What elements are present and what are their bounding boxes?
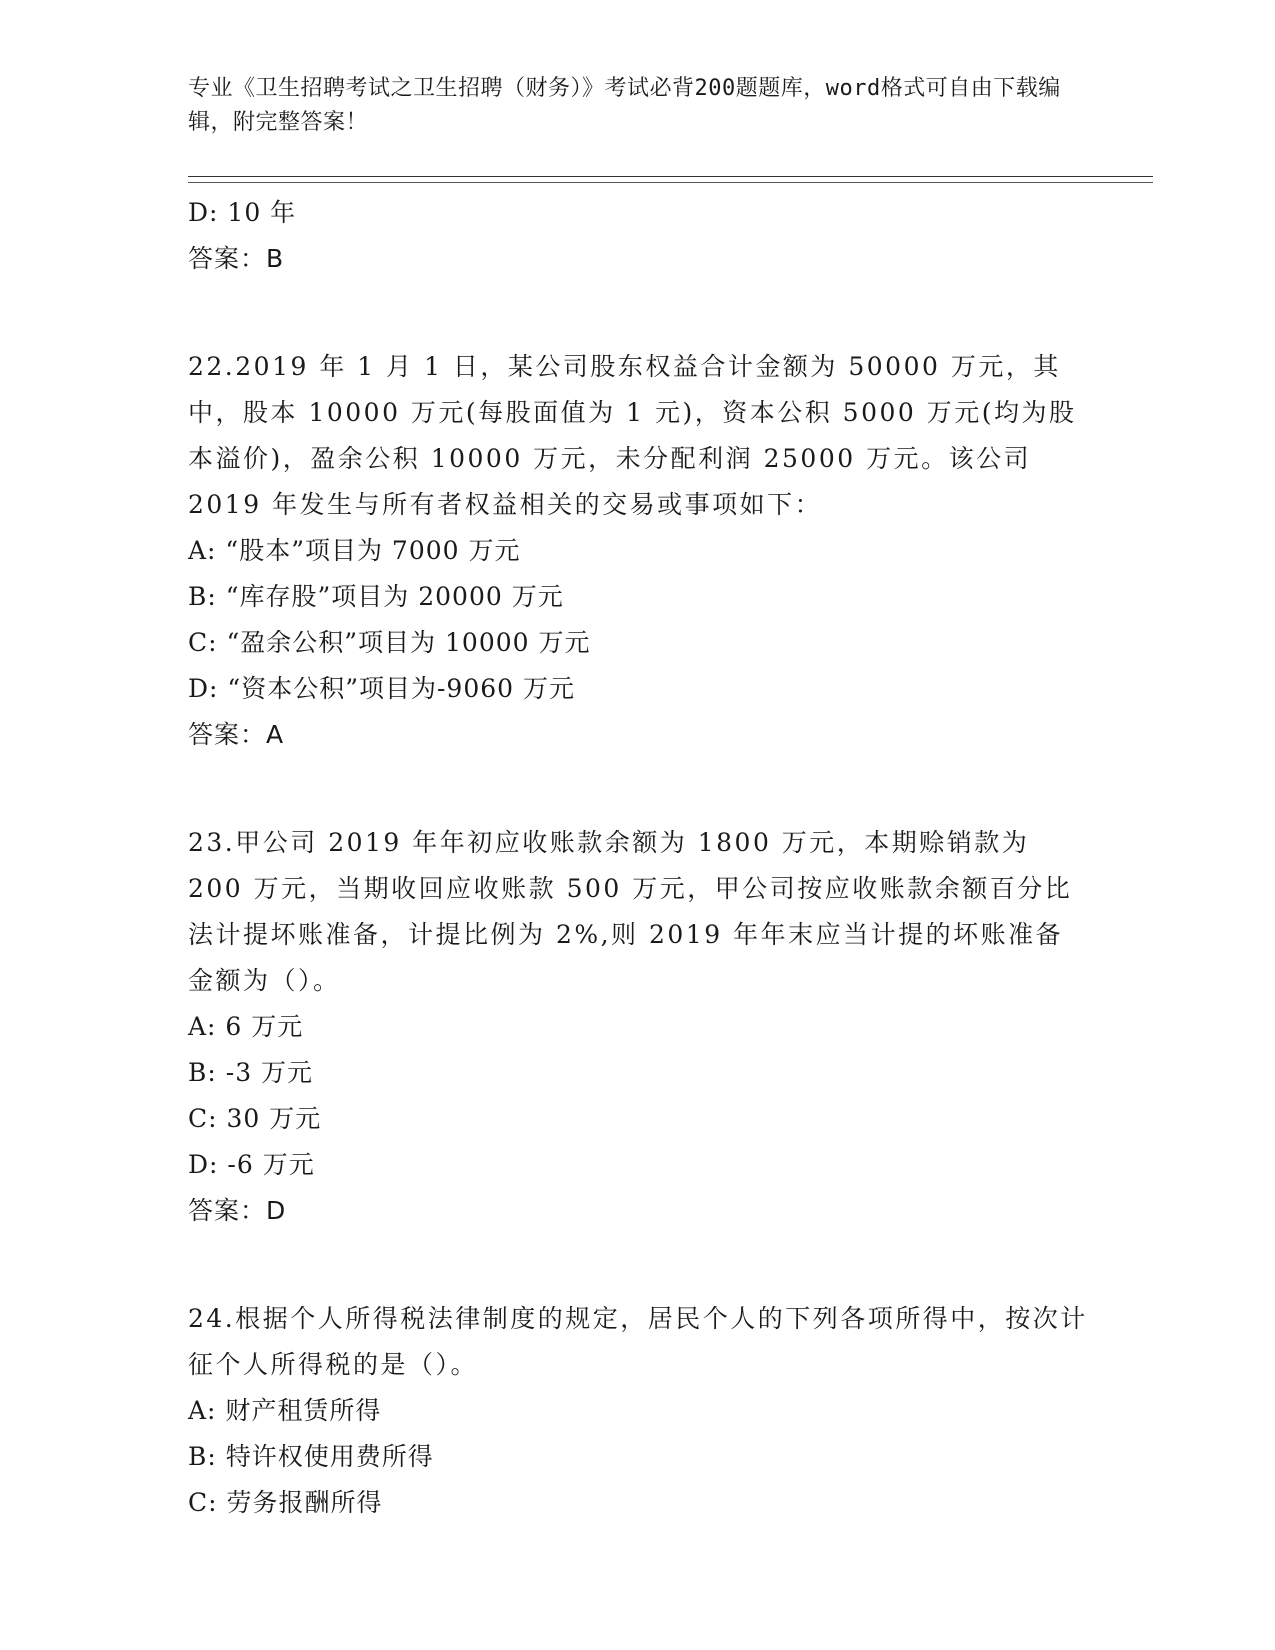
question-22-option-a: A: “股本”项目为 7000 万元 [188, 536, 521, 565]
question-23-option-d: D: -6 万元 [188, 1150, 315, 1179]
question-22-stem: 22.2019 年 1 月 1 日，某公司股东权益合计金额为 50000 万元，其中，股本 10000 万元(每股面值为 1 元)，资本公积 5000 万元(均为股本溢价)，盈余公积 10000 万元，未分配利润 25000 万元。该公司 2019 年发生与所有者权益相关的交易或事项如下： [188, 352, 1077, 519]
question-23-option-c: C: 30 万元 [188, 1104, 322, 1133]
question-22-option-d: D: “资本公积”项目为-9060 万元 [188, 674, 575, 703]
header-divider-thin [188, 182, 1153, 183]
question-24-option-a: A: 财产租赁所得 [188, 1396, 382, 1425]
question-22-option-c: C: “盈余公积”项目为 10000 万元 [188, 628, 591, 657]
question-23-stem: 23.甲公司 2019 年年初应收账款余额为 1800 万元，本期赊销款为 200 万元，当期收回应收账款 500 万元，甲公司按应收账款余额百分比法计提坏账准备，计提比例为 2%,则 2019 年年末应当计提的坏账准备金额为（）。 [188, 828, 1073, 995]
question-24 [188, 1296, 1088, 1526]
question-24-option-c: C: 劳务报酬所得 [188, 1488, 383, 1517]
header-divider-thick [188, 176, 1153, 177]
question-24-stem: 24.根据个人所得税法律制度的规定，居民个人的下列各项所得中，按次计征个人所得税的是（）。 [188, 1304, 1088, 1379]
document-header: 专业《卫生招聘考试之卫生招聘（财务）》考试必背200题题库，word格式可自由下载编辑，附完整答案！ [188, 76, 1061, 135]
question-content [188, 190, 1088, 1526]
question-22 [188, 344, 1088, 758]
question-23 [188, 820, 1088, 1234]
question-22-answer: 答案：A [188, 720, 285, 749]
question-24-option-b: B: 特许权使用费所得 [188, 1442, 434, 1471]
question-23-option-a: A: 6 万元 [188, 1012, 304, 1041]
prev-option-d: D: 10 年 [188, 198, 297, 227]
prev-answer: 答案：B [188, 244, 285, 273]
question-22-option-b: B: “库存股”项目为 20000 万元 [188, 582, 564, 611]
question-23-answer: 答案：D [188, 1196, 287, 1225]
question-23-option-b: B: -3 万元 [188, 1058, 314, 1087]
